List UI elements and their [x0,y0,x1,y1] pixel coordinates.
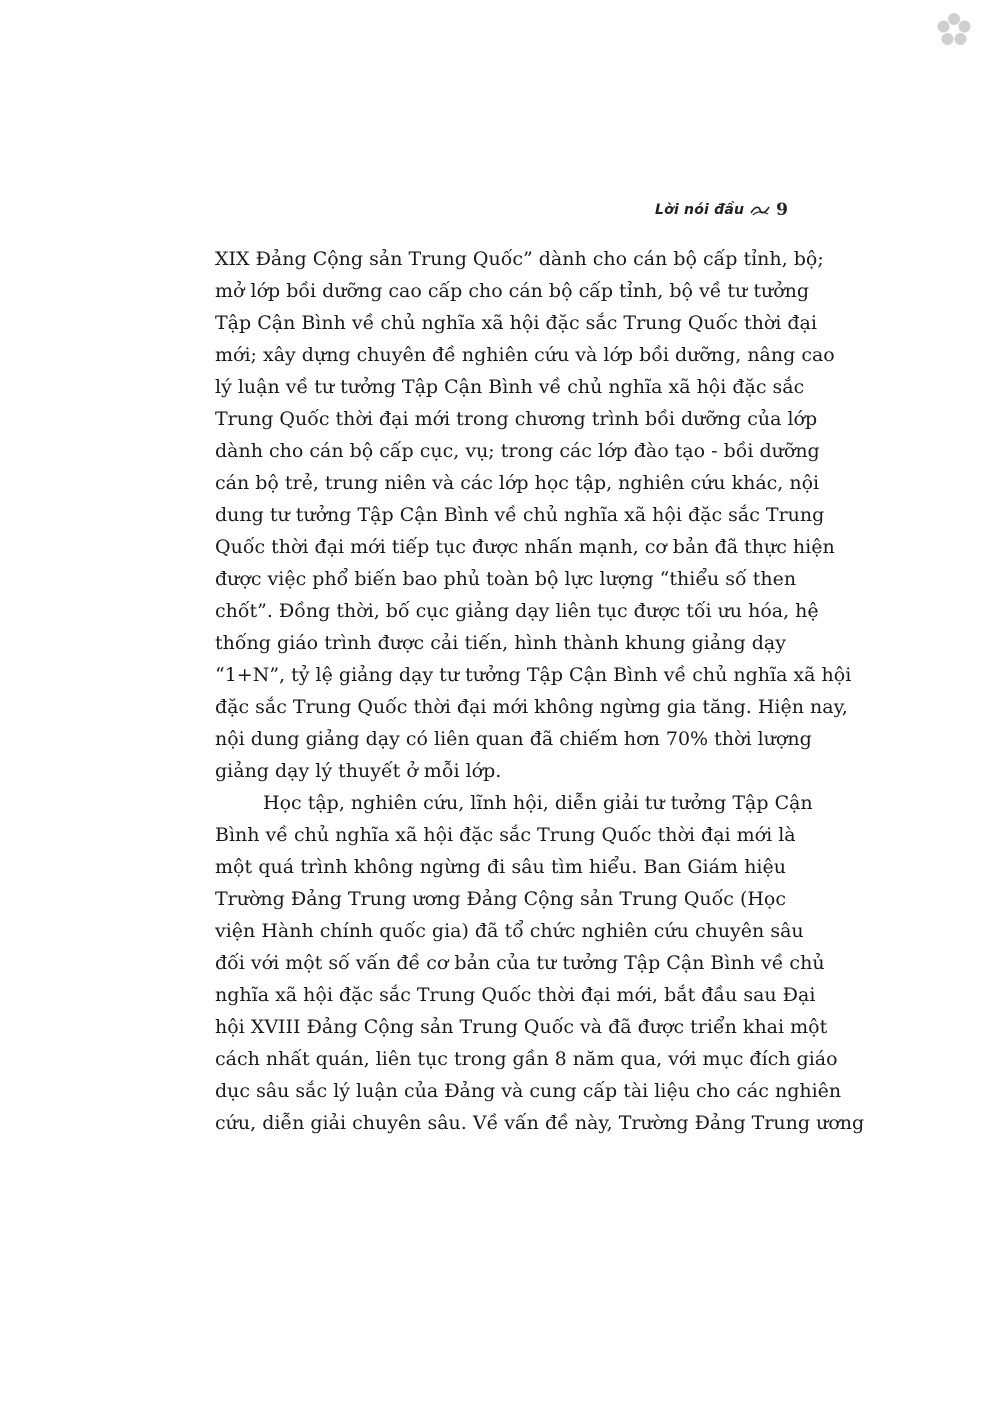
text-line: mới; xây dựng chuyên đề nghiên cứu và lớp bồi dưỡng, nâng cao [215,344,835,366]
text-line: nội dung giảng dạy có liên quan đã chiếm hơn 70% thời lượng [215,728,812,750]
text-line: Tập Cận Bình về chủ nghĩa xã hội đặc sắc Trung Quốc thời đại [215,312,817,334]
text-line: dục sâu sắc lý luận của Đảng và cung cấp tài liệu cho các nghiên [215,1080,842,1102]
body-text [215,243,865,1139]
text-line: lý luận về tư tưởng Tập Cận Bình về chủ nghĩa xã hội đặc sắc [215,376,805,398]
chapter-title: Lời nói đầu [655,202,745,218]
text-line: đặc sắc Trung Quốc thời đại mới không ngừng gia tăng. Hiện nay, [215,696,848,718]
text-line: XIX Đảng Cộng sản Trung Quốc” dành cho cán bộ cấp tỉnh, bộ; [215,248,824,270]
text-line: nghĩa xã hội đặc sắc Trung Quốc thời đại mới, bắt đầu sau Đại [215,984,816,1006]
text-line: cứu, diễn giải chuyên sâu. Về vấn đề này, Trường Đảng Trung ương [215,1112,865,1134]
text-line: dành cho cán bộ cấp cục, vụ; trong các lớp đào tạo - bồi dưỡng [215,440,820,462]
flower-ornament-icon [936,12,972,48]
text-line: mở lớp bồi dưỡng cao cấp cho cán bộ cấp tỉnh, bộ về tư tưởng [215,280,810,302]
text-line: Trường Đảng Trung ương Đảng Cộng sản Trung Quốc (Học [215,888,787,910]
text-line: đối với một số vấn đề cơ bản của tư tưởng Tập Cận Bình về chủ [215,952,825,974]
text-line: hội XVIII Đảng Cộng sản Trung Quốc và đã được triển khai một [215,1016,828,1038]
swash-ornament-icon [750,204,770,216]
text-line: viện Hành chính quốc gia) đã tổ chức nghiên cứu chuyên sâu [215,920,804,942]
running-header [655,200,788,220]
text-line: Trung Quốc thời đại mới trong chương trình bồi dưỡng của lớp [215,408,818,430]
page-number: 9 [776,200,788,220]
text-line: một quá trình không ngừng đi sâu tìm hiểu. Ban Giám hiệu [215,856,786,878]
text-line: thống giáo trình được cải tiến, hình thành khung giảng dạy [215,632,786,654]
text-line: được việc phổ biến bao phủ toàn bộ lực lượng “thiểu số then [215,568,797,590]
text-line: cán bộ trẻ, trung niên và các lớp học tập, nghiên cứu khác, nội [215,472,820,494]
text-line: chốt”. Đồng thời, bố cục giảng dạy liên tục được tối ưu hóa, hệ [215,600,819,622]
text-line: Bình về chủ nghĩa xã hội đặc sắc Trung Quốc thời đại mới là [215,824,796,846]
text-line: Quốc thời đại mới tiếp tục được nhấn mạnh, cơ bản đã thực hiện [215,536,835,558]
text-line: giảng dạy lý thuyết ở mỗi lớp. [215,760,502,782]
text-line: cách nhất quán, liên tục trong gần 8 năm qua, với mục đích giáo [215,1048,838,1070]
text-line: “1+N”, tỷ lệ giảng dạy tư tưởng Tập Cận Bình về chủ nghĩa xã hội [215,664,852,686]
text-line: Học tập, nghiên cứu, lĩnh hội, diễn giải tư tưởng Tập Cận [263,792,813,814]
paragraph [215,787,865,1139]
text-line: dung tư tưởng Tập Cận Bình về chủ nghĩa xã hội đặc sắc Trung [215,504,825,526]
paragraph [215,243,852,787]
